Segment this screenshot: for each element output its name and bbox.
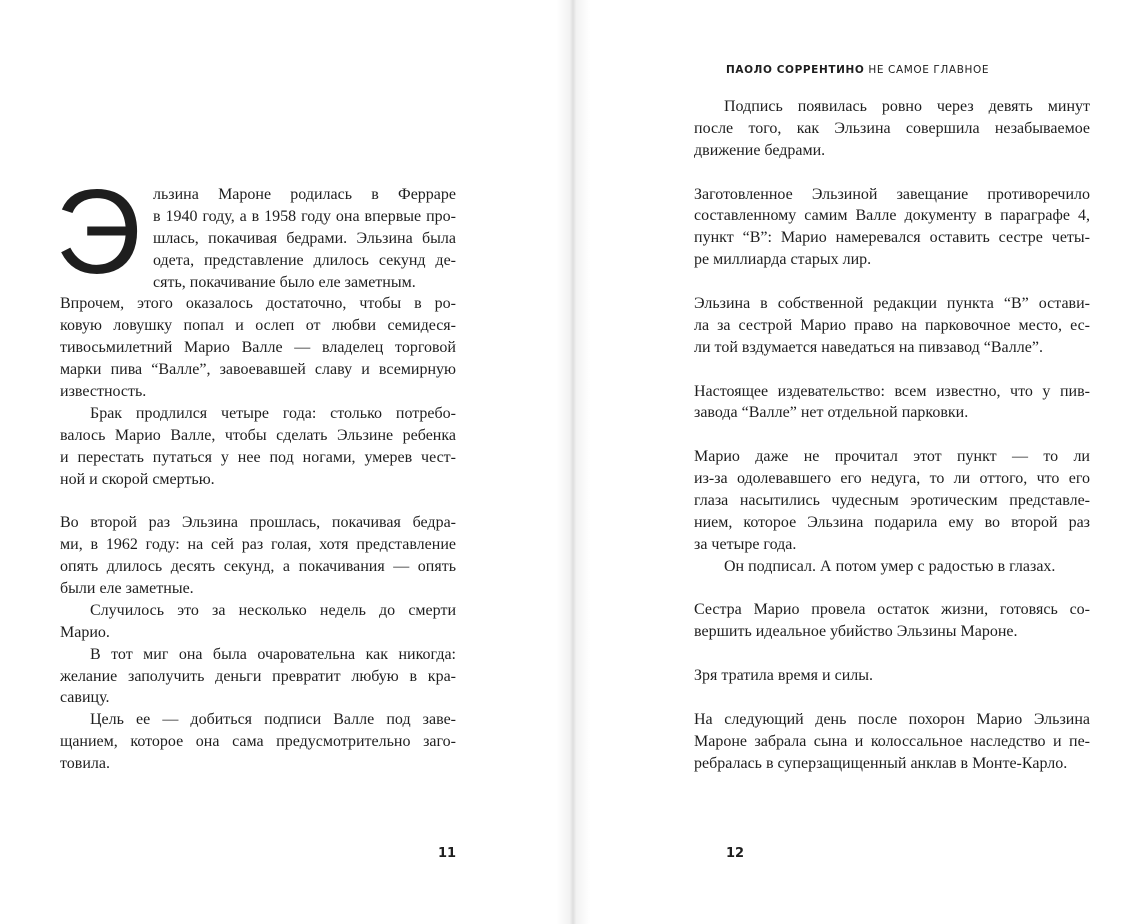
text-line: шлась, покачивая бедрами. Эльзина была: [153, 229, 456, 247]
text-line: савицу.: [60, 689, 110, 707]
text-line: Брак продлился четыре года: столько потребо-: [90, 404, 456, 422]
paragraph: [694, 446, 1090, 555]
text-line: известность.: [60, 383, 147, 401]
text-line: Мароне забрала сына и колоссальное наследство и пе-: [694, 732, 1090, 750]
text-line: нием, которое Эльзина подарила ему во второй раз: [694, 513, 1090, 531]
paragraph-spacer: [694, 359, 1090, 381]
text-line: Эльзина в собственной редакции пункта “В” остави-: [694, 295, 1090, 313]
text-line: пункт “В”: Марио намеревался оставить сестре четы-: [694, 229, 1090, 247]
text-line: марки пива “Валле”, завоевавшей славу и всемирную: [60, 361, 456, 379]
paragraph: [694, 665, 1090, 687]
text-line: ной и скорой смертью.: [60, 470, 215, 488]
running-head-author: ПАОЛО СОРРЕНТИНО: [726, 64, 865, 76]
text-line: и перестать путаться у нее под ногами, умерев чест-: [60, 448, 456, 466]
text-line: ла за сестрой Марио право на парковочное место, ес-: [694, 316, 1090, 334]
paragraph-spacer: [694, 424, 1090, 446]
paragraph: [60, 600, 456, 644]
paragraph-spacer: [694, 162, 1090, 184]
text-line: глаза насытились чудесным эротическим представле-: [694, 492, 1090, 510]
text-line: ребралась в суперзащищенный анклав в Монте-Карло.: [694, 754, 1068, 772]
text-line: в 1940 году, а в 1958 году она впервые про-: [153, 207, 456, 225]
text-line: Цель ее — добиться подписи Валле под заве-: [90, 711, 456, 729]
text-line: за четыре года.: [694, 535, 797, 553]
paragraph: [694, 599, 1090, 643]
paragraph-spacer: [694, 271, 1090, 293]
text-line: после того, как Эльзина совершила незабываемое: [694, 119, 1090, 137]
text-line: тивосьмилетний Марио Валле — владелец торговой: [60, 339, 456, 357]
text-line: движение бедрами.: [694, 141, 826, 159]
paragraph: [694, 556, 1090, 578]
text-line: Настоящее издевательство: всем известно, что у пив-: [694, 382, 1090, 400]
text-line: Подпись появилась ровно через девять минут: [724, 98, 1090, 115]
text-line: Во второй раз Эльзина прошлась, покачивая бедра-: [60, 514, 456, 532]
text-line: Заготовленное Эльзиной завещание противоречило: [694, 185, 1090, 203]
paragraph: [694, 96, 1090, 162]
text-line: валось Марио Валле, чтобы сделать Эльзине ребенка: [60, 426, 456, 444]
paragraph: [60, 512, 456, 600]
text-line: Марио.: [60, 623, 110, 641]
page-number-left: 11: [438, 846, 457, 861]
text-line: льзина Мароне родилась в Ферраре: [153, 186, 456, 203]
right-page-body: [694, 96, 1090, 775]
paragraph-spacer: [694, 687, 1090, 709]
text-line: опять длилось десять секунд, а покачивания — опять: [60, 558, 456, 576]
paragraph: [694, 293, 1090, 359]
text-line: Он подписал. А потом умер с радостью в глазах.: [724, 557, 1056, 575]
paragraph: [60, 293, 456, 402]
running-head: [726, 64, 989, 76]
paragraph-spacer: [694, 643, 1090, 665]
text-line: ли той вздумается наведаться на пивзавод “Валле”.: [694, 338, 1043, 356]
text-line: На следующий день после похорон Марио Эльзина: [694, 710, 1090, 728]
text-line: составленному самим Валле документу в параграфе 4,: [694, 207, 1090, 225]
text-line: Зря тратила время и силы.: [694, 667, 873, 685]
text-line: вершить идеальное убийство Эльзины Мароне.: [694, 623, 1018, 641]
paragraph-spacer: [694, 578, 1090, 600]
paragraph: [694, 709, 1090, 775]
text-line: щанием, которое она сама предусмотрительно заго-: [60, 733, 456, 751]
text-line: сять, покачивание было еле заметным.: [153, 273, 416, 291]
text-line: Сестра Марио провела остаток жизни, готовясь со-: [694, 601, 1090, 619]
text-line: Марио даже не прочитал этот пункт — то ли: [694, 448, 1090, 466]
text-line: одета, представление длилось секунд де-: [153, 251, 456, 269]
text-line: завода “Валле” нет отдельной парковки.: [694, 404, 969, 422]
drop-cap: Э: [55, 165, 142, 299]
page-number-right: 12: [726, 846, 745, 861]
text-line: желание заполучить деньги превратит любую в кра-: [60, 667, 456, 685]
paragraph: [694, 381, 1090, 425]
text-line: Впрочем, этого оказалось достаточно, чтобы в ро-: [60, 295, 456, 313]
running-head-title: НЕ САМОЕ ГЛАВНОЕ: [868, 64, 990, 76]
left-paragraphs: [60, 293, 456, 775]
text-line: Случилось это за несколько недель до смерти: [90, 601, 456, 619]
text-line: товила.: [60, 755, 110, 773]
text-line: В тот миг она была очаровательна как никогда:: [90, 645, 456, 663]
left-page-body: [60, 184, 456, 775]
paragraph: [694, 184, 1090, 272]
text-line: ре миллиарда старых лир.: [694, 251, 872, 269]
paragraph: [60, 709, 456, 775]
text-line: ковую ловушку попал и ослеп от любви семидеся-: [60, 317, 456, 335]
paragraph: [60, 644, 456, 710]
paragraph: [60, 403, 456, 491]
text-line: ми, в 1962 году: на сей раз голая, хотя представление: [60, 536, 456, 554]
paragraph-spacer: [60, 490, 456, 512]
drop-cap-paragraph: [60, 184, 456, 293]
text-line: из-за одолевавшего его недуга, то ли оттого, что его: [694, 470, 1090, 488]
text-line: были еле заметные.: [60, 580, 194, 598]
